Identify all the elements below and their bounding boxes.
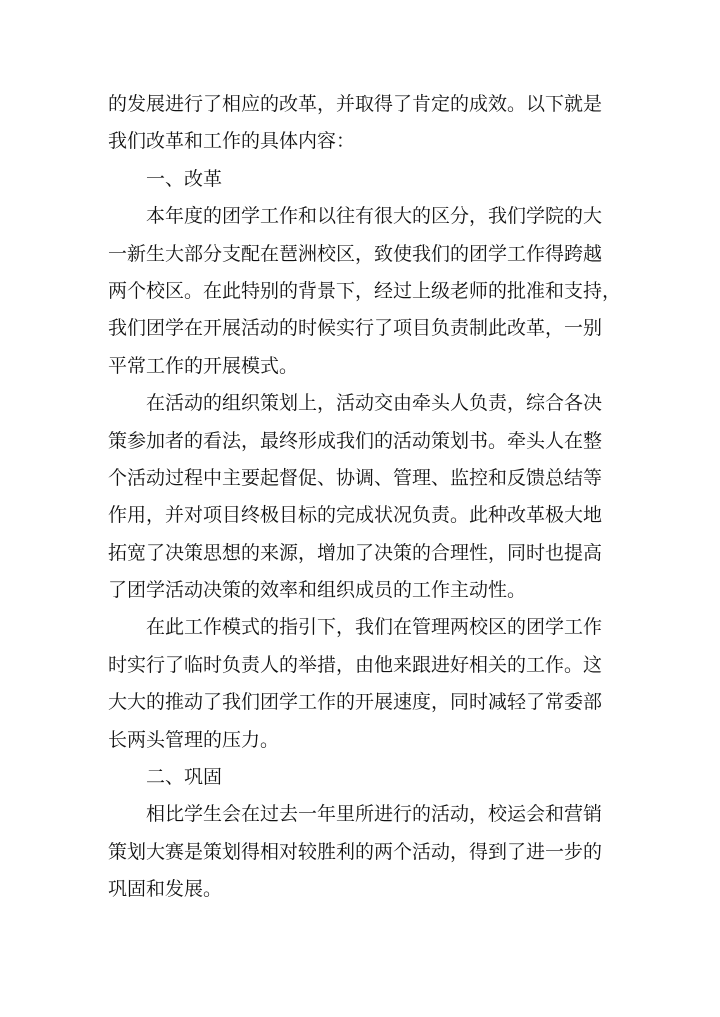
text-line: 长两头管理的压力。 xyxy=(108,728,280,751)
text-line: 策划大赛是策划得相对较胜利的两个活动，得到了进一步的 xyxy=(108,840,603,863)
text-line: 我们改革和工作的具体内容： xyxy=(108,130,356,153)
text-line: 二、巩固 xyxy=(146,766,223,789)
text-line: 大大的推动了我们团学工作的开展速度，同时减轻了常委部 xyxy=(108,691,603,714)
text-line: 作用，并对项目终极目标的完成状况负责。此种改革极大地 xyxy=(108,504,603,527)
text-line: 一、改革 xyxy=(146,167,223,190)
text-line: 本年度的团学工作和以往有很大的区分，我们学院的大 xyxy=(146,205,603,228)
text-line: 时实行了临时负责人的举措，由他来跟进好相关的工作。这 xyxy=(108,653,603,676)
text-line: 我们团学在开展活动的时候实行了项目负责制此改革，一别 xyxy=(108,317,603,340)
text-line: 一新生大部分支配在琶洲校区，致使我们的团学工作得跨越 xyxy=(108,242,603,265)
text-line: 相比学生会在过去一年里所进行的活动，校运会和营销 xyxy=(146,803,603,826)
text-line: 策参加者的看法，最终形成我们的活动策划书。牵头人在整 xyxy=(108,429,603,452)
text-line: 的发展进行了相应的改革，并取得了肯定的成效。以下就是 xyxy=(108,93,603,115)
text-line: 巩固和发展。 xyxy=(108,878,223,901)
text-line: 了团学活动决策的效率和组织成员的工作主动性。 xyxy=(108,579,527,602)
text-line: 在此工作模式的指引下，我们在管理两校区的团学工作 xyxy=(146,616,603,639)
text-line: 个活动过程中主要起督促、协调、管理、监控和反馈总结等 xyxy=(108,466,603,489)
text-line: 拓宽了决策思想的来源，增加了决策的合理性，同时也提高 xyxy=(108,541,603,564)
text-line: 两个校区。在此特别的背景下，经过上级老师的批准和支持， xyxy=(108,279,622,302)
text-line: 在活动的组织策划上，活动交由牵头人负责，综合各决 xyxy=(146,392,603,415)
document-body-text xyxy=(108,86,622,909)
text-line: 平常工作的开展模式。 xyxy=(108,354,299,377)
